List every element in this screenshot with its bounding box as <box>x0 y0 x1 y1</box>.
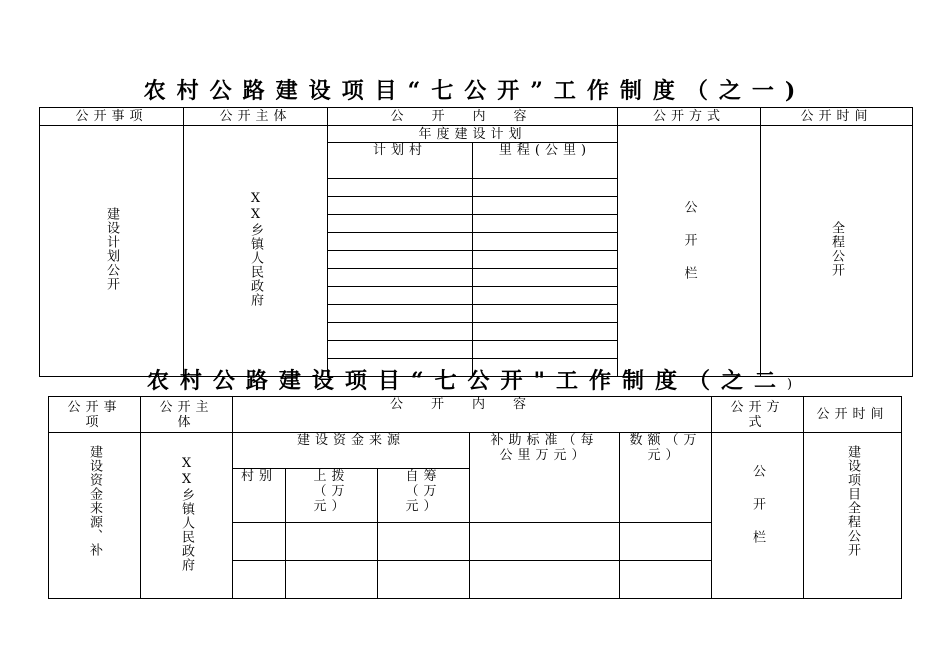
fund-cell <box>286 561 378 599</box>
plan-cell <box>473 323 618 341</box>
method-text: 公开栏 <box>681 199 697 299</box>
item-text: 建设资金来源、补 <box>87 445 102 557</box>
sub-amount: 数额（万元） <box>620 433 712 523</box>
title-1: 农村公路建设项目“七公开”工作制度（之一) <box>143 78 807 104</box>
col-village: 计划村 <box>328 143 473 179</box>
title-2-main: 农村公路建设项目“七公开"工作制度（之二 <box>146 368 788 394</box>
header-item: 公开事项 <box>49 397 141 433</box>
header-subject: 公开主体 <box>141 397 233 433</box>
cell-time <box>761 126 913 377</box>
fund-cell <box>620 523 712 561</box>
header-method: 公开方式 <box>618 108 761 126</box>
fund-cell <box>620 561 712 599</box>
cell-item <box>49 433 141 599</box>
plan-cell <box>473 179 618 197</box>
fund-cell <box>378 561 470 599</box>
header-subject: 公开主体 <box>184 108 328 126</box>
col-self: 自筹（万元） <box>378 469 470 523</box>
table-plan <box>39 107 913 377</box>
plan-cell <box>328 305 473 323</box>
time-text: 全程公开 <box>829 221 845 277</box>
plan-cell <box>473 215 618 233</box>
header-item: 公开事项 <box>40 108 184 126</box>
plan-cell <box>328 251 473 269</box>
plan-cell <box>473 233 618 251</box>
header-method: 公开方式 <box>712 397 804 433</box>
cell-item <box>40 126 184 377</box>
sub-standard: 补助标准（每公里万元） <box>470 433 620 523</box>
col-village: 村别 <box>233 469 286 523</box>
plan-cell <box>328 323 473 341</box>
fund-cell <box>233 561 286 599</box>
sub-header-plan: 年度建设计划 <box>328 126 618 143</box>
cell-method <box>618 126 761 377</box>
plan-cell <box>473 359 618 377</box>
table-funds <box>48 396 902 599</box>
plan-cell <box>473 251 618 269</box>
cell-time <box>804 433 902 599</box>
plan-cell <box>473 287 618 305</box>
header-content: 公开内容 <box>233 397 712 433</box>
time-text: 建设项目全程公开 <box>845 445 861 557</box>
sub-fund-source: 建设资金来源 <box>233 433 470 469</box>
plan-cell <box>473 305 618 323</box>
fund-cell <box>378 523 470 561</box>
plan-cell <box>473 197 618 215</box>
fund-cell <box>286 523 378 561</box>
plan-cell <box>328 359 473 377</box>
plan-cell <box>328 269 473 287</box>
plan-cell <box>328 197 473 215</box>
plan-cell <box>328 341 473 359</box>
method-text: 公开栏 <box>750 464 766 563</box>
fund-cell <box>470 523 620 561</box>
item-text: 建设计划公开 <box>104 207 119 291</box>
subject-text: XX乡镇人民政府 <box>248 191 263 307</box>
cell-subject <box>141 433 233 599</box>
plan-cell <box>328 233 473 251</box>
header-time: 公开时间 <box>761 108 913 126</box>
title-2-end: ) <box>787 377 804 392</box>
cell-method <box>712 433 804 599</box>
cell-subject <box>184 126 328 377</box>
plan-cell <box>328 179 473 197</box>
header-content: 公开内容 <box>328 108 618 126</box>
plan-cell <box>473 341 618 359</box>
plan-cell <box>473 269 618 287</box>
fund-cell <box>470 561 620 599</box>
col-mileage: 里程(公里) <box>473 143 618 179</box>
fund-cell <box>233 523 286 561</box>
subject-text: XX乡镇人民政府 <box>179 455 194 572</box>
col-upper: 上拨（万元） <box>286 469 378 523</box>
header-time: 公开时间 <box>804 397 902 433</box>
plan-cell <box>328 215 473 233</box>
plan-cell <box>328 287 473 305</box>
